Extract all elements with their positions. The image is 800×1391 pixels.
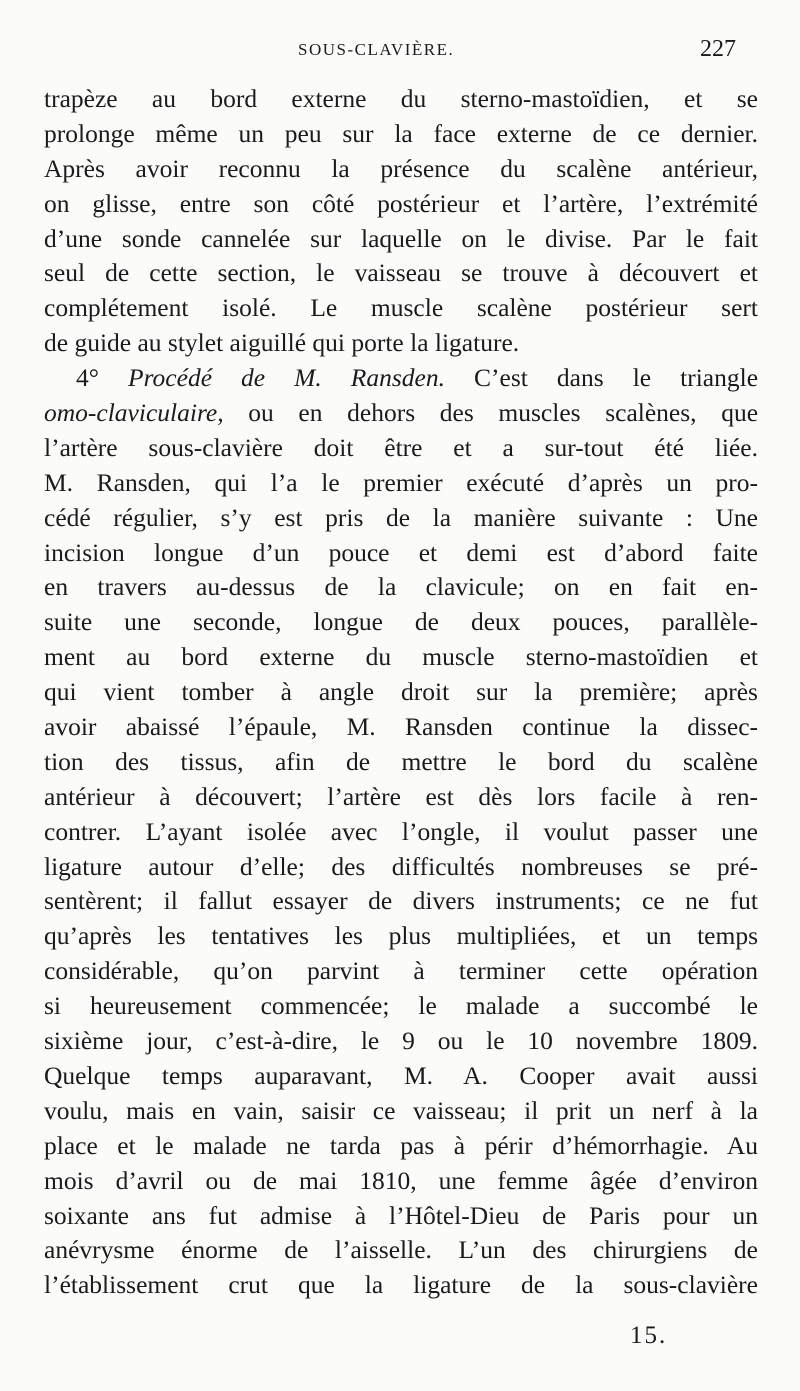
procedure-text: C’est dans le triangle xyxy=(474,363,759,393)
text-line: en travers au-dessus de la clavicule; on en fait en- xyxy=(44,572,758,602)
text-line: suite une seconde, longue de deux pouces, parallèle- xyxy=(44,607,758,637)
text-line: voulu, mais en vain, saisir ce vaisseau; il prit un nerf à la xyxy=(44,1095,758,1125)
page-header xyxy=(0,36,800,70)
text-line: antérieur à découvert; l’artère est dès lors facile à ren- xyxy=(44,781,758,811)
text-line: place et le malade ne tarda pas à périr d’hémorrhagie. Au xyxy=(44,1130,758,1160)
text-line: de guide au stylet aiguillé qui porte la ligature. xyxy=(44,328,520,358)
text-line: qui vient tomber à angle droit sur la première; après xyxy=(44,677,758,707)
text-line: Après avoir reconnu la présence du scalène antérieur, xyxy=(44,153,758,183)
text-line: ligature autour d’elle; des difficultés nombreuses se pré- xyxy=(44,851,758,881)
text-line: complétement isolé. Le muscle scalène postérieur sert xyxy=(44,293,758,323)
text-line: anévrysme énorme de l’aisselle. L’un des chirurgiens de xyxy=(44,1235,758,1265)
text-line: considérable, qu’on parvint à terminer cette opération xyxy=(44,956,758,986)
text-line: prolonge même un peu sur la face externe de ce dernier. xyxy=(44,118,758,148)
text-line: cédé régulier, s’y est pris de la manière suivante : Une xyxy=(44,502,758,532)
signature-mark: 15. xyxy=(630,1322,668,1349)
running-head: SOUS-CLAVIÈRE. xyxy=(298,40,455,59)
text-line: trapèze au bord externe du sterno-mastoïdien, et se xyxy=(44,84,758,113)
text-line: ment au bord externe du muscle sterno-mastoïdien et xyxy=(44,642,758,672)
page-number: 227 xyxy=(700,36,736,62)
text-line: Quelque temps auparavant, M. A. Cooper avait aussi xyxy=(44,1060,758,1090)
omo-text: ou en dehors des muscles scalènes, que xyxy=(248,398,759,428)
text-line: avoir abaissé l’épaule, M. Ransden continue la dissec- xyxy=(44,712,758,742)
procedure-number: 4° xyxy=(76,363,99,393)
text-line: tion des tissus, afin de mettre le bord du scalène xyxy=(44,746,758,776)
text-line: d’une sonde cannelée sur laquelle on le divise. Par le fait xyxy=(44,223,758,253)
text-line: si heureusement commencée; le malade a succombé le xyxy=(44,991,758,1021)
text-line: contrer. L’ayant isolée avec l’ongle, il voulut passer une xyxy=(44,816,758,846)
procedure-heading-line xyxy=(44,361,758,396)
text-line: l’établissement crut que la ligature de la sous-clavière xyxy=(44,1270,758,1300)
procedure-title: Procédé de M. Ransden. xyxy=(128,363,445,393)
omo-line xyxy=(44,396,758,431)
text-line: on glisse, entre son côté postérieur et l’artère, l’extrémité xyxy=(44,188,758,218)
text-line: mois d’avril ou de mai 1810, une femme âgée d’environ xyxy=(44,1165,758,1195)
text-line: sentèrent; il fallut essayer de divers instruments; ce ne fut xyxy=(44,886,758,916)
omo-term: omo-claviculaire, xyxy=(44,398,224,428)
text-line: qu’après les tentatives les plus multipliées, et un temps xyxy=(44,921,758,951)
text-line: l’artère sous-clavière doit être et a sur-tout été liée. xyxy=(44,432,758,462)
text-line: incision longue d’un pouce et demi est d’abord faite xyxy=(44,537,758,567)
text-line: soixante ans fut admise à l’Hôtel-Dieu de Paris pour un xyxy=(44,1200,758,1230)
text-line: M. Ransden, qui l’a le premier exécuté d’après un pro- xyxy=(44,467,758,497)
text-line: seul de cette section, le vaisseau se trouve à découvert et xyxy=(44,258,758,288)
body-text xyxy=(44,82,758,1303)
text-line: sixième jour, c’est-à-dire, le 9 ou le 10 novembre 1809. xyxy=(44,1026,758,1056)
